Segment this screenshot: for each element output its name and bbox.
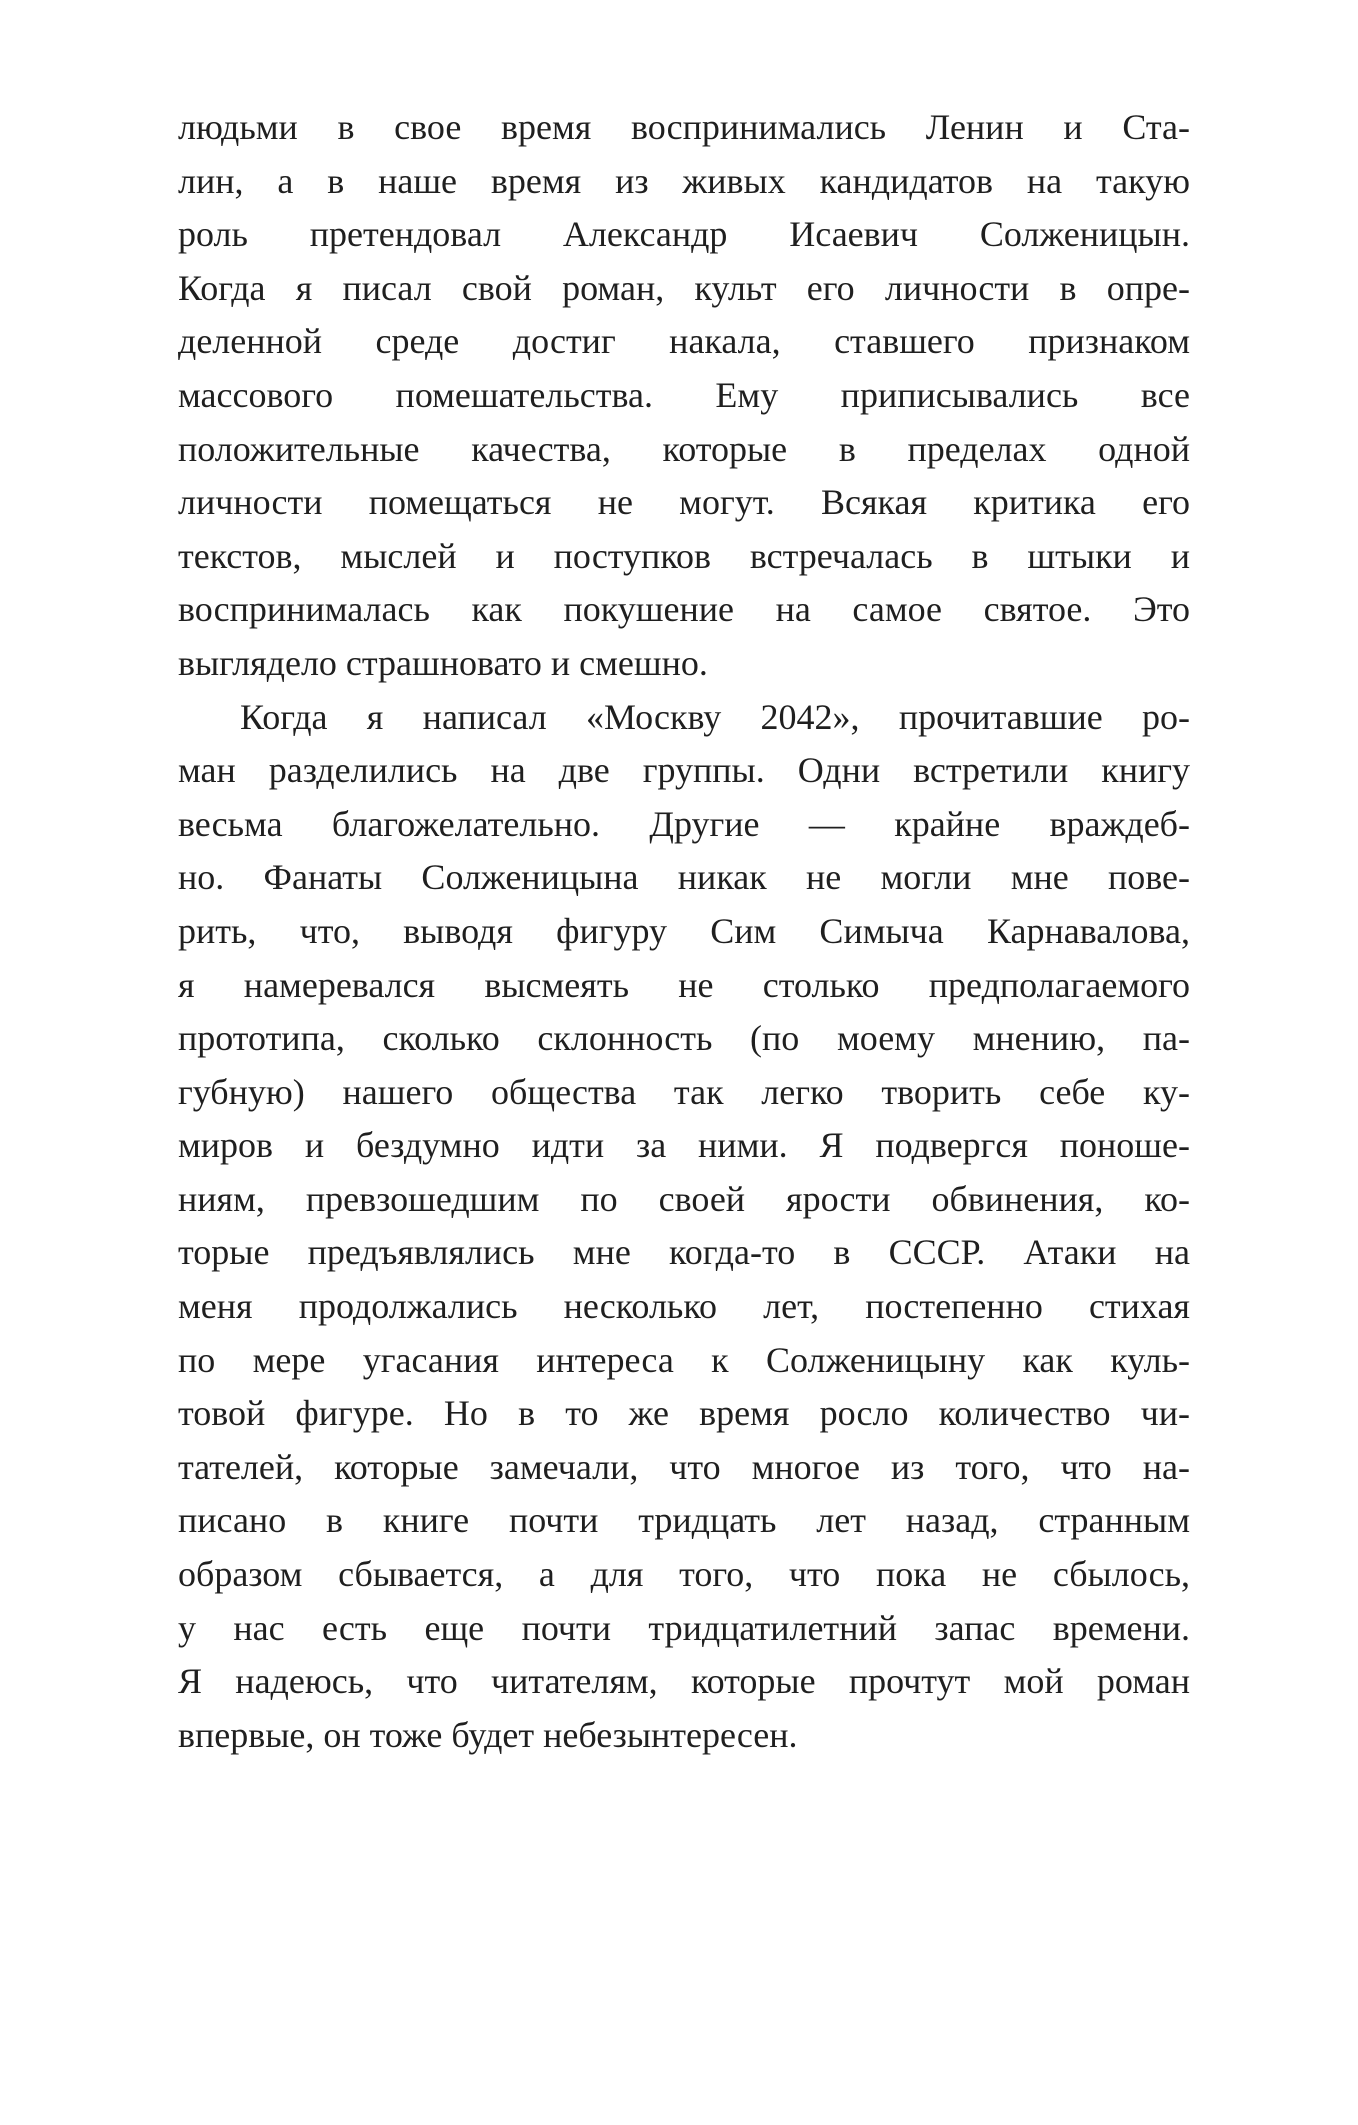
text-line: Я надеюсь, что читателям, которые прочтут мой роман <box>178 1661 1190 1702</box>
text-line: прототипа, сколько склонность (по моему мнению, па- <box>178 1018 1190 1059</box>
text-line: Когда я писал свой роман, культ его личности в опре- <box>178 267 1190 308</box>
text-line: роль претендовал Александр Исаевич Солженицын. <box>178 214 1190 255</box>
text-line: массового помешательства. Ему приписывались все <box>178 374 1190 415</box>
text-line: миров и бездумно идти за ними. Я подвергся поноше- <box>178 1125 1190 1166</box>
text-line: Когда я написал «Москву 2042», прочитавшие ро- <box>240 696 1190 737</box>
text-line: впервые, он тоже будет небезынтересен. <box>178 1714 798 1755</box>
text-line: образом сбывается, а для того, что пока не сбылось, <box>178 1554 1190 1595</box>
text-line: товой фигуре. Но в то же время росло количество чи- <box>178 1393 1190 1434</box>
text-line: ниям, превзошедшим по своей ярости обвинения, ко- <box>178 1178 1190 1219</box>
text-line: деленной среде достиг накала, ставшего признаком <box>178 321 1190 362</box>
text-line: меня продолжались несколько лет, постепенно стихая <box>178 1286 1190 1327</box>
text-line: воспринималась как покушение на самое святое. Это <box>178 589 1190 630</box>
text-line: текстов, мыслей и поступков встречалась в штыки и <box>178 535 1190 576</box>
paragraph-2 <box>178 691 1190 1763</box>
text-line: губную) нашего общества так легко творить себе ку- <box>178 1071 1190 1112</box>
text-column <box>178 101 1190 1762</box>
text-line: рить, что, выводя фигуру Сим Симыча Карнавалова, <box>178 910 1190 951</box>
text-line: выглядело страшновато и смешно. <box>178 642 708 683</box>
text-line: я намеревался высмеять не столько предполагаемого <box>178 964 1190 1005</box>
text-line: но. Фанаты Солженицына никак не могли мне пове- <box>178 857 1190 898</box>
text-line: писано в книге почти тридцать лет назад, странным <box>178 1500 1190 1541</box>
paragraph-1 <box>178 101 1190 691</box>
text-line: людьми в свое время воспринимались Ленин и Ста- <box>178 107 1190 147</box>
text-line: тателей, которые замечали, что многое из того, что на- <box>178 1446 1190 1487</box>
text-line: весьма благожелательно. Другие — крайне враждеб- <box>178 803 1190 844</box>
text-line: торые предъявлялись мне когда-то в СССР. Атаки на <box>178 1232 1190 1273</box>
text-line: лин, а в наше время из живых кандидатов на такую <box>178 160 1190 201</box>
text-line: по мере угасания интереса к Солженицыну как куль- <box>178 1339 1190 1380</box>
text-line: личности помещаться не могут. Всякая критика его <box>178 482 1190 523</box>
text-line: положительные качества, которые в пределах одной <box>178 428 1190 469</box>
text-line: ман разделились на две группы. Одни встретили книгу <box>178 750 1190 791</box>
text-line: у нас есть еще почти тридцатилетний запас времени. <box>178 1607 1190 1648</box>
